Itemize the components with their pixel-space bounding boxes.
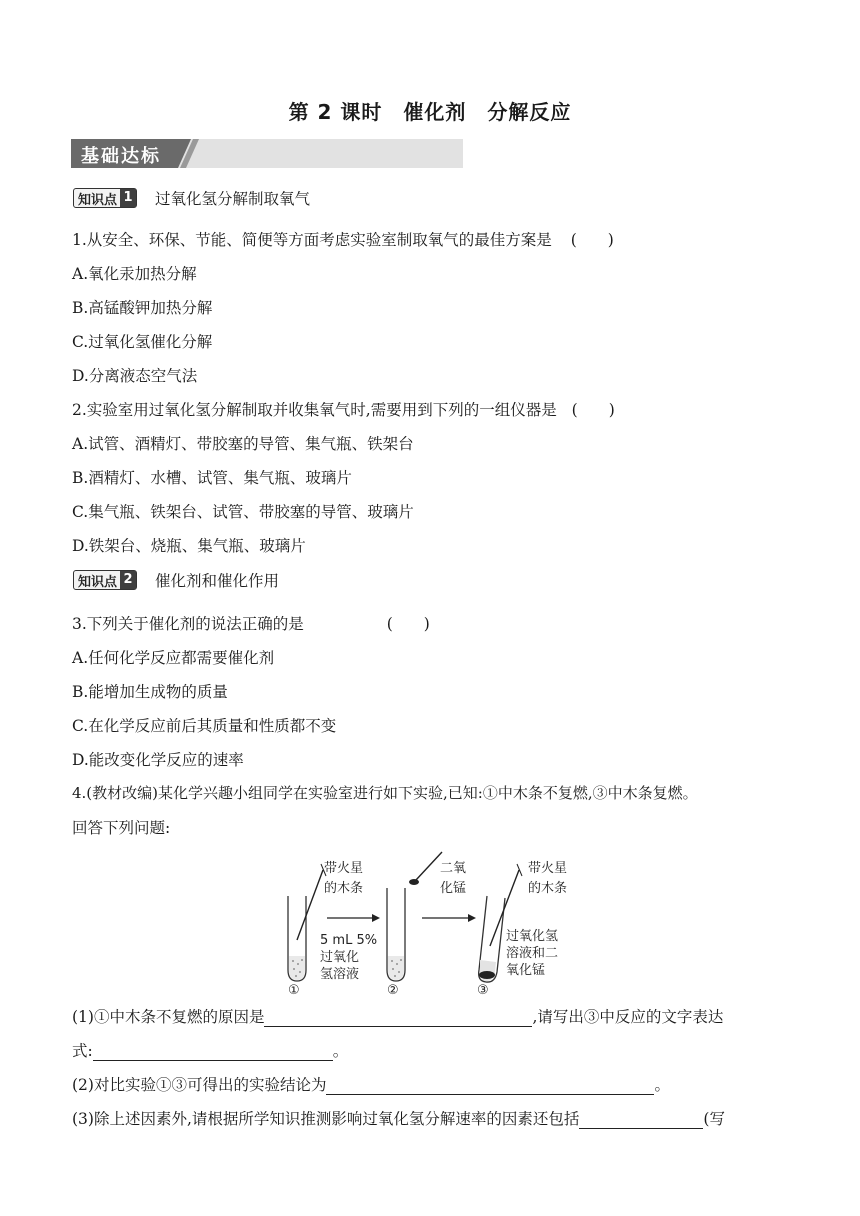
q3-option-a: A.任何化学反应都需要催化剂 bbox=[72, 649, 275, 667]
q4-sub1-text-c: 式: bbox=[72, 1042, 93, 1060]
kp2-number: 2 bbox=[120, 571, 136, 589]
q1-option-d: D.分离液态空气法 bbox=[72, 367, 198, 385]
fig-sol-3c: 氧化锰 bbox=[506, 963, 546, 978]
q3-option-d: D.能改变化学反应的速率 bbox=[72, 751, 244, 769]
question-2 bbox=[72, 398, 615, 420]
q4-sub1-blank-1[interactable] bbox=[264, 1010, 532, 1027]
q2-option-d: D.铁架台、烧瓶、集气瓶、玻璃片 bbox=[72, 537, 306, 555]
arrow-1 bbox=[327, 914, 380, 922]
q3-option-c: C.在化学反应前后其质量和性质都不变 bbox=[72, 717, 337, 735]
knowledge-point-2 bbox=[73, 569, 279, 591]
question-1 bbox=[72, 228, 614, 250]
section-banner-label: 基础达标 bbox=[81, 146, 161, 167]
q4-sub2-blank[interactable] bbox=[326, 1078, 654, 1095]
q4-sub1-blank-2[interactable] bbox=[93, 1044, 333, 1061]
fig-num-1: ① bbox=[288, 983, 300, 998]
test-tube-3 bbox=[479, 896, 505, 982]
fig-sol-3b: 溶液和二 bbox=[506, 946, 559, 961]
fig-sol-1c: 氢溶液 bbox=[320, 967, 360, 982]
fig-label-1b: 的木条 bbox=[324, 881, 364, 896]
kp1-title: 过氧化氢分解制取氧气 bbox=[155, 190, 311, 208]
q4-sub1-cont bbox=[72, 1039, 348, 1061]
q3-option-b: B.能增加生成物的质量 bbox=[72, 683, 228, 701]
q4-sub3 bbox=[72, 1107, 725, 1129]
fig-label-3a: 带火星 bbox=[528, 861, 568, 876]
q1-option-c: C.过氧化氢催化分解 bbox=[72, 333, 213, 351]
q1-option-b: B.高锰酸钾加热分解 bbox=[72, 299, 213, 317]
q4-sub2 bbox=[72, 1073, 670, 1095]
fig-label-2b: 化锰 bbox=[440, 881, 467, 896]
q4-sub3-blank[interactable] bbox=[579, 1112, 703, 1129]
q4-sub3-text-b: (写 bbox=[703, 1110, 725, 1128]
q3-stem: 3.下列关于催化剂的说法正确的是 bbox=[72, 615, 304, 633]
q2-option-b: B.酒精灯、水槽、试管、集气瓶、玻璃片 bbox=[72, 469, 352, 487]
fig-sol-1b: 过氧化 bbox=[320, 950, 360, 965]
section-banner bbox=[71, 139, 463, 168]
fig-label-2a: 二氧 bbox=[440, 861, 467, 876]
q4-stem-line2: 回答下列问题: bbox=[72, 819, 171, 837]
q1-answer-paren: ( ) bbox=[570, 231, 614, 249]
q4-sub1-text-d: 。 bbox=[332, 1042, 349, 1060]
kp2-badge-label: 知识点 bbox=[78, 574, 118, 590]
q3-answer-paren: ( ) bbox=[386, 615, 430, 633]
kp2-badge bbox=[73, 570, 137, 590]
kp2-title: 催化剂和催化作用 bbox=[155, 572, 280, 590]
fig-sol-3a: 过氧化氢 bbox=[506, 929, 559, 944]
q4-sub1-text-a: (1)①中木条不复燃的原因是 bbox=[72, 1008, 265, 1026]
kp1-badge bbox=[73, 188, 137, 208]
question-3 bbox=[72, 612, 430, 634]
spatula-powder bbox=[409, 879, 419, 885]
page-title: 第 2 课时 催化剂 分解反应 bbox=[288, 100, 572, 124]
q1-option-a: A.氧化汞加热分解 bbox=[72, 265, 197, 283]
kp1-number: 1 bbox=[120, 189, 136, 207]
q4-sub2-text-a: (2)对比实验①③可得出的实验结论为 bbox=[72, 1076, 327, 1094]
q4-sub3-text-a: (3)除上述因素外,请根据所学知识推测影响过氧化氢分解速率的因素还包括 bbox=[72, 1110, 580, 1128]
fig-sol-1a: 5 mL 5% bbox=[320, 933, 378, 948]
experiment-diagram bbox=[280, 848, 580, 998]
fig-label-1a: 带火星 bbox=[324, 861, 364, 876]
q2-stem: 2.实验室用过氧化氢分解制取并收集氧气时,需要用到下列的一组仪器是 bbox=[72, 401, 557, 419]
arrow-2 bbox=[422, 914, 476, 922]
q2-option-a: A.试管、酒精灯、带胶塞的导管、集气瓶、铁架台 bbox=[72, 435, 414, 453]
q4-stem-line1: 4.(教材改编)某化学兴趣小组同学在实验室进行如下实验,已知:①中木条不复燃,③中木条复燃。 bbox=[72, 784, 698, 802]
kp1-badge-label: 知识点 bbox=[78, 192, 118, 208]
splint-1 bbox=[297, 870, 323, 940]
spatula bbox=[416, 852, 442, 880]
knowledge-point-1 bbox=[73, 187, 310, 209]
q1-stem: 1.从安全、环保、节能、简便等方面考虑实验室制取氧气的最佳方案是 bbox=[72, 231, 552, 249]
q4-sub1 bbox=[72, 1005, 723, 1027]
experiment-figure bbox=[280, 848, 580, 998]
fig-num-3: ③ bbox=[477, 983, 489, 998]
q2-answer-paren: ( ) bbox=[571, 401, 615, 419]
fig-label-3b: 的木条 bbox=[528, 881, 568, 896]
q4-sub2-text-b: 。 bbox=[654, 1076, 670, 1094]
q4-sub1-text-b: ,请写出③中反应的文字表达 bbox=[532, 1008, 724, 1026]
q2-option-c: C.集气瓶、铁架台、试管、带胶塞的导管、玻璃片 bbox=[72, 503, 414, 521]
fig-num-2: ② bbox=[387, 983, 399, 998]
test-tube-2 bbox=[387, 888, 405, 981]
